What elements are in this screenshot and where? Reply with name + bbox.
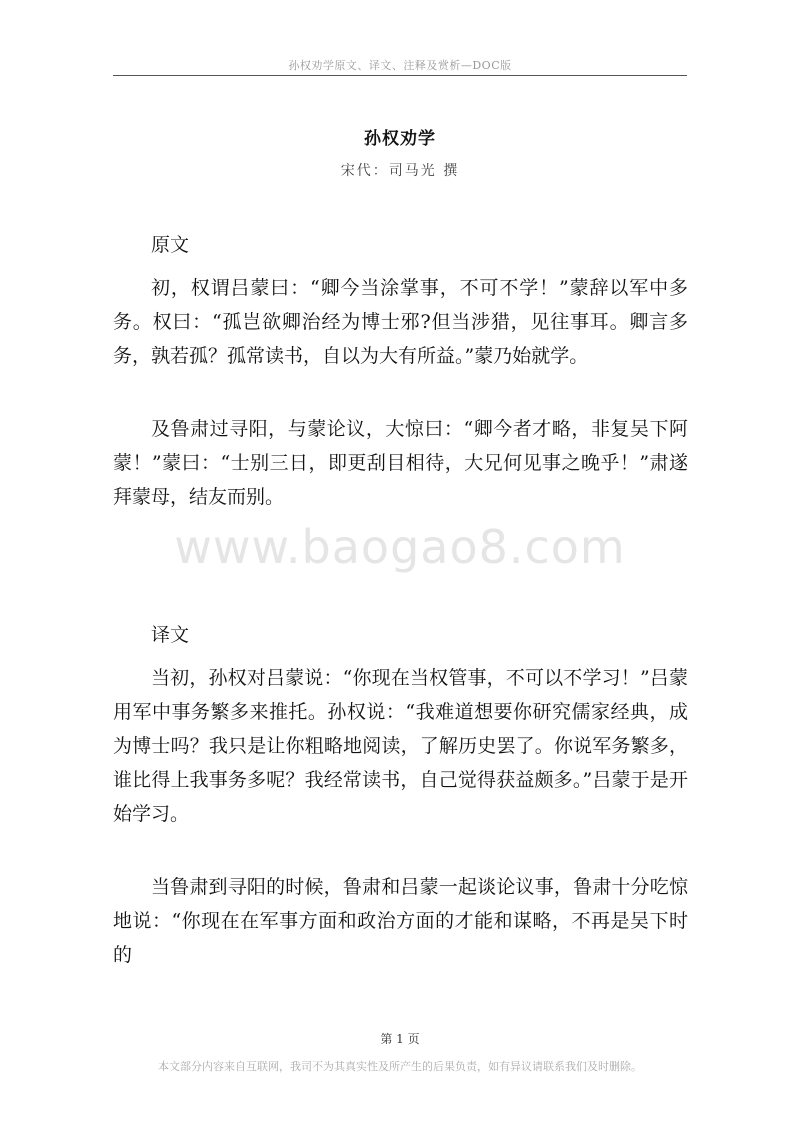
paragraph-spacer	[113, 373, 688, 412]
section-spacer	[113, 514, 688, 618]
translation-paragraph-1: 当初，孙权对吕蒙说：“你现在当权管事，不可以不学习！”吕蒙用军中事务繁多来推托。孙权说：“我难道想要你研究儒家经典，成为博士吗？我只是让你粗略地阅读，了解历史罢了。你说军务繁多，谁比得上我事务多呢？我经常读书，自己觉得获益颇多。”吕蒙于是开始学习。	[113, 667, 688, 825]
header-divider	[113, 75, 687, 76]
page-header: 孙权劝学原文、译文、注释及赏析—DOC版	[288, 59, 512, 72]
translation-paragraph-2: 当鲁肃到寻阳的时候，鲁肃和吕蒙一起谈论议事，鲁肃十分吃惊地说：“你现在在军事方面和政治方面的才能和谋略，不再是吴下时的	[113, 876, 688, 966]
original-paragraph-1: 初，权谓吕蒙曰：“卿今当涂掌事，不可不学！”蒙辞以军中多务。权曰：“孤岂欲卿治经为博士邪?但当涉猎，见往事耳。卿言多务，孰若孤？孤常读书，自以为大有所益。”蒙乃始就学。	[113, 277, 688, 367]
footer-disclaimer: 本文部分内容来自互联网，我司不为其真实性及所产生的后果负责，如有异议请联系我们及时删除。	[158, 1060, 642, 1073]
author-byline: 宋代：司马光 撰	[340, 163, 460, 179]
watermark: www.baogao8.com	[174, 520, 626, 574]
paragraph-spacer	[113, 831, 688, 870]
document-body	[113, 228, 688, 972]
original-paragraph-2: 及鲁肃过寻阳，与蒙论议，大惊曰：“卿今者才略，非复吴下阿蒙！”蒙曰：“士别三日，即更刮目相待，大兄何见事之晚乎！”肃遂拜蒙母，结友而别。	[113, 418, 688, 508]
document-title: 孙权劝学	[364, 129, 436, 149]
page-number: 第 1 页	[380, 1032, 420, 1046]
section-heading-original: 原文	[151, 234, 190, 256]
section-heading-translation: 译文	[151, 624, 190, 646]
